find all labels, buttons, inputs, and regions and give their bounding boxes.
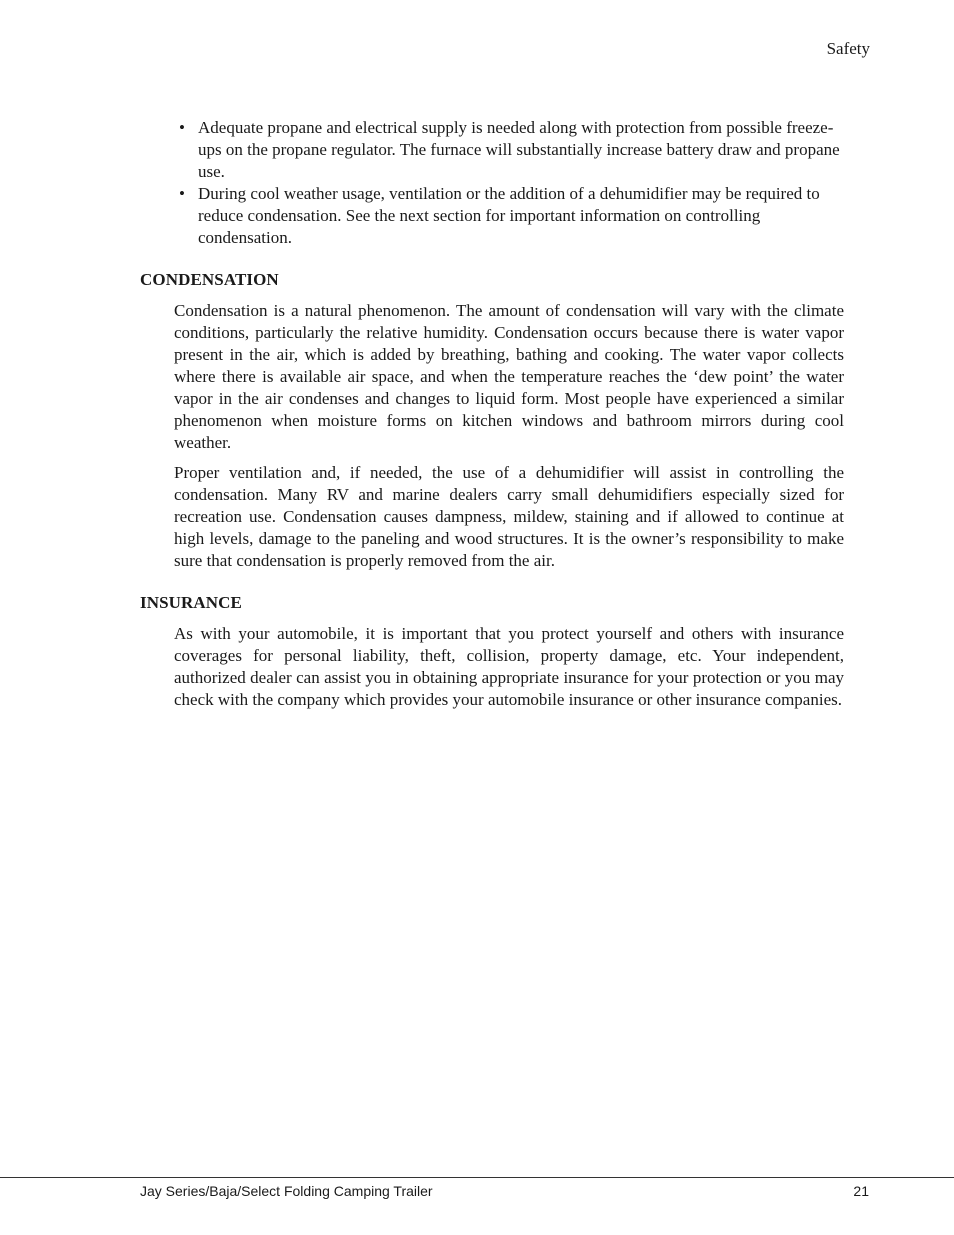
condensation-heading: CONDENSATION bbox=[140, 270, 279, 289]
bullet-text: During cool weather usage, ventilation or the addition of a dehumidifier may be required to reduce condensation. See the next section for important information on controlling condensation. bbox=[198, 184, 820, 247]
insurance-section bbox=[140, 592, 844, 711]
page-number: 21 bbox=[853, 1183, 869, 1199]
running-header: Safety bbox=[826, 39, 870, 58]
condensation-section bbox=[140, 269, 844, 572]
footer-title: Jay Series/Baja/Select Folding Camping Trailer bbox=[140, 1183, 433, 1199]
footer-rule bbox=[0, 1177, 954, 1178]
bullet-list bbox=[176, 117, 844, 249]
bullet-item bbox=[176, 117, 844, 183]
insurance-heading: INSURANCE bbox=[140, 593, 242, 612]
condensation-paragraph: Condensation is a natural phenomenon. The amount of condensation will vary with the climate conditions, particularly the relative humidity. Condensation occurs because there is water vapor present in the air, which is added by breathing, bathing and cooking. The water vapor collects where there is available air space, and when the temperature reaches the ‘dew point’ the water vapor in the air condenses and changes to liquid form. Most people have experienced a similar phenomenon when moisture forms on kitchen windows and bathroom mirrors during cool weather. bbox=[174, 301, 844, 452]
bullet-text: Adequate propane and electrical supply is needed along with protection from possible freeze-ups on the propane regulator. The furnace will substantially increase battery draw and propane use. bbox=[198, 118, 840, 181]
bullet-item bbox=[176, 183, 844, 249]
bullet-glyph: • bbox=[179, 118, 185, 137]
insurance-paragraph: As with your automobile, it is important that you protect yourself and others with insurance coverages for personal liability, theft, collision, property damage, etc. Your independent, authorized dealer can assist you in obtaining appropriate insurance for your protection or you may check with the company which provides your automobile insurance or other insurance companies. bbox=[174, 624, 844, 709]
condensation-paragraph: Proper ventilation and, if needed, the use of a dehumidifier will assist in controlling the condensation. Many RV and marine dealers carry small dehumidifiers especially sized for recreation use. Condensation causes dampness, mildew, staining and if allowed to continue at high levels, damage to the paneling and wood structures. It is the owner’s responsibility to make sure that condensation is properly removed from the air. bbox=[174, 463, 844, 570]
bullet-glyph: • bbox=[179, 184, 185, 203]
